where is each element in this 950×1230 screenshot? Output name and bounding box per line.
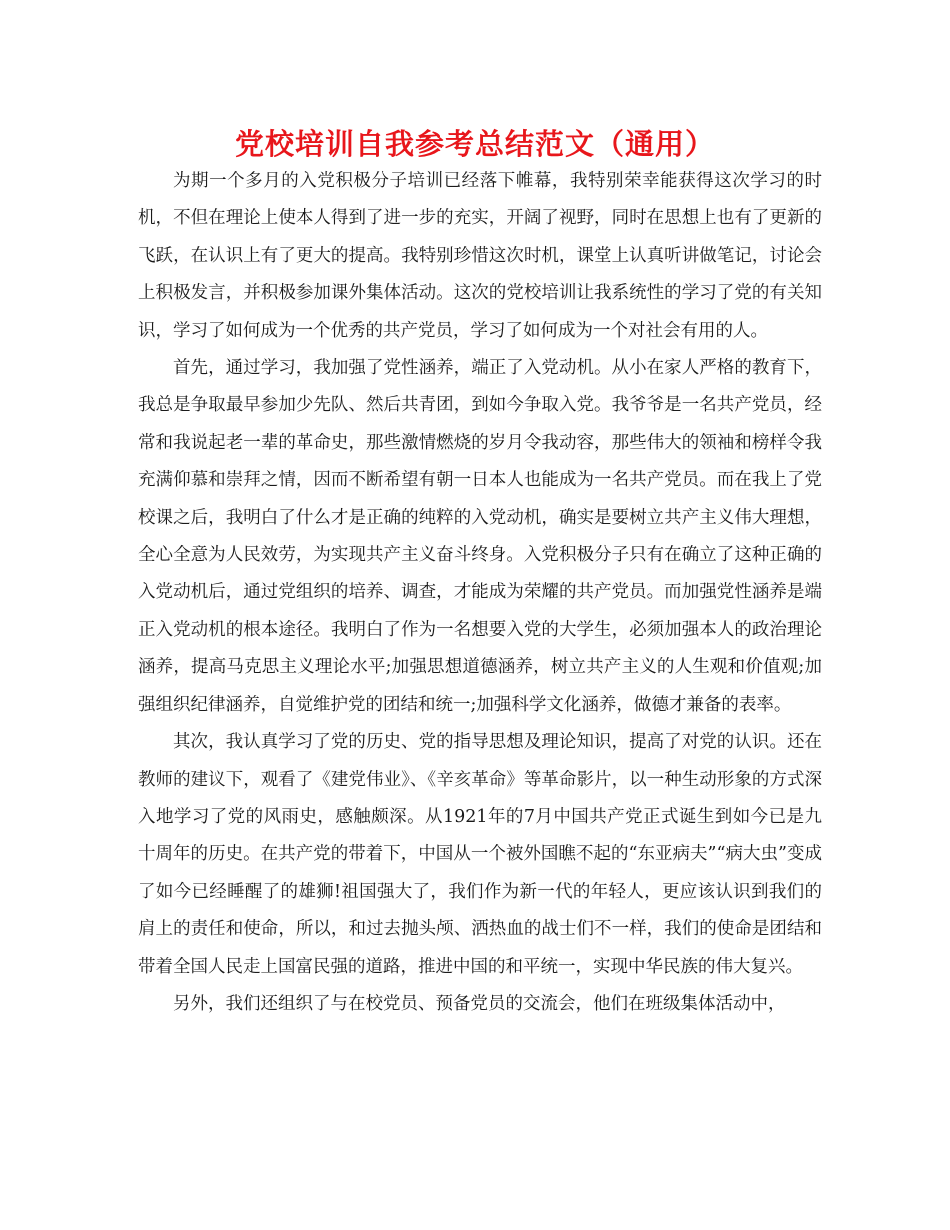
paragraph-2: 首先，通过学习，我加强了党性涵养，端正了入党动机。从小在家人严格的教育下，我总是争取最早参加少先队、然后共青团，到如今争取入党。我爷爷是一名共产党员，经常和我说起老一辈的革命史，那些激情燃烧的岁月令我动容，那些伟大的领袖和榜样令我充满仰慕和崇拜之情，因而不断希望有朝一日本人也能成为一名共产党员。而在我上了党校课之后，我明白了什么才是正确的纯粹的入党动机，确实是要树立共产主义伟大理想，全心全意为人民效劳，为实现共产主义奋斗终身。入党积极分子只有在确立了这种正确的入党动机后，通过党组织的培养、调查，才能成为荣耀的共产党员。而加强党性涵养是端正入党动机的根本途径。我明白了作为一名想要入党的大学生，必须加强本人的政治理论涵养，提高马克思主义理论水平;加强思想道德涵养，树立共产主义的人生观和价值观;加强组织纪律涵养，自觉维护党的团结和统一;加强科学文化涵养，做德才兼备的表率。 [138,358,822,715]
paragraph-1: 为期一个多月的入党积极分子培训已经落下帷幕，我特别荣幸能获得这次学习的时机，不但在理论上使本人得到了进一步的充实，开阔了视野，同时在思想上也有了更新的飞跃，在认识上有了更大的提高。我特别珍惜这次时机，课堂上认真听讲做笔记，讨论会上积极发言，并积极参加课外集体活动。这次的党校培训让我系统性的学习了党的有关知识，学习了如何成为一个优秀的共产党员，学习了如何成为一个对社会有用的人。 [138,171,822,341]
paragraph-4: 另外，我们还组织了与在校党员、预备党员的交流会，他们在班级集体活动中， [173,993,786,1014]
paragraph-3: 其次，我认真学习了党的历史、党的指导思想及理论知识，提高了对党的认识。还在教师的建议下，观看了《建党伟业》、《辛亥革命》等革命影片，以一种生动形象的方式深入地学习了党的风雨史，感触颇深。从1921年的7月中国共产党正式诞生到如今已是九十周年的历史。在共产党的带着下，中国从一个被外国瞧不起的“东亚病夫”“病大虫”变成了如今已经睡醒了的雄狮!祖国强大了，我们作为新一代的年轻人，更应该认识到我们的肩上的责任和使命，所以，和过去抛头颅、洒热血的战士们不一样，我们的使命是团结和带着全国人民走上国富民强的道路，推进中国的和平统一，实现中华民族的伟大复兴。 [138,732,822,977]
document-title: 党校培训自我参考总结范文（通用） [234,127,715,161]
document-body [138,163,822,1023]
